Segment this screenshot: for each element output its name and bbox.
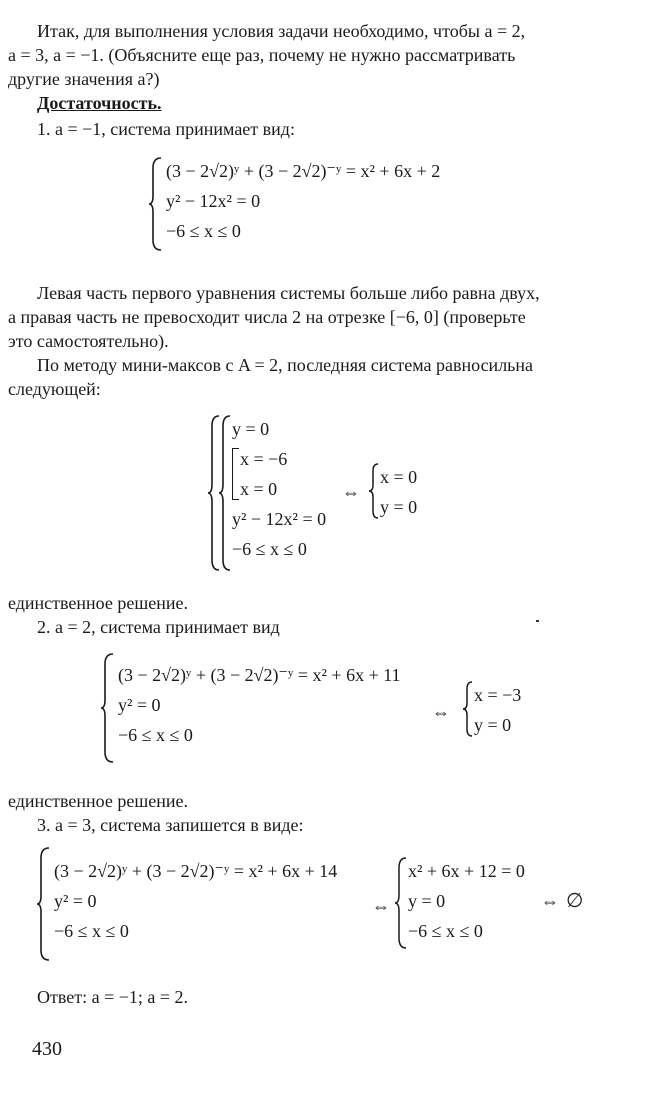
case2-system-brace [100,652,116,764]
case2-result-x: x = −3 [474,685,522,705]
case1-big-eq: y² − 12x² = 0 [232,509,327,529]
case1-system [166,156,440,246]
case2-result [474,680,521,740]
case3-equiv: ⇔ [372,896,390,916]
case1-para2-line2: следующей: [8,379,101,399]
case1-para1-line2: а правая часть не превосходит числа 2 на отрезке [−6, 0] (проверьте [8,307,526,327]
intro-line-2: a = 3, a = −1. (Объясните еще раз, почему не нужно рассматривать [8,45,516,65]
intro-line-3: другие значения a?) [8,69,160,89]
case2-heading: 2. a = 2, система принимает вид [37,617,280,637]
case1-system-eq1: (3 − 2√2)ʸ + (3 − 2√2)⁻ʸ = x² + 6x + 2 [166,161,441,181]
case3-system2-brace [394,856,408,950]
case1-big-system [232,414,326,564]
case3-system [54,856,337,946]
case1-para1-line1: Левая часть первого уравнения системы больше либо равна двух, [37,283,540,303]
case1-para1-line3: это самостоятельно). [8,331,169,351]
case3-system-eq2: y² = 0 [54,891,97,911]
case1-system-eq2: y² − 12x² = 0 [166,191,261,211]
case3-heading: 3. a = 3, система запишется в виде: [37,815,304,835]
case1-system-eq3: −6 ≤ x ≤ 0 [166,221,241,241]
case1-inner-brace [218,414,232,572]
case3-system2-eq2: y = 0 [408,891,446,911]
case1-result [380,462,417,522]
case1-conclusion: единственное решение. [8,593,188,613]
case2-system-eq2: y² = 0 [118,695,161,715]
intro-line-1: Итак, для выполнения условия задачи необходимо, чтобы a = 2, [37,21,526,41]
case1-result-brace [368,462,380,520]
case1-big-y: y = 0 [232,419,270,439]
case1-big-range: −6 ≤ x ≤ 0 [232,539,307,559]
case2-equiv: ⇔ [432,702,450,722]
case3-system-eq1: (3 − 2√2)ʸ + (3 − 2√2)⁻ʸ = x² + 6x + 14 [54,861,338,881]
case1-heading: 1. a = −1, система принимает вид: [37,119,295,139]
case2-system [118,660,401,750]
ink-speck [536,620,539,622]
sufficiency-heading: Достаточность. [37,93,162,113]
case3-equiv2: ⇔ [541,891,559,911]
case3-system-eq3: −6 ≤ x ≤ 0 [54,921,129,941]
case2-system-eq3: −6 ≤ x ≤ 0 [118,725,193,745]
case3-system2-eq1: x² + 6x + 12 = 0 [408,861,525,881]
case1-result-x: x = 0 [380,467,418,487]
empty-set-symbol: ∅ [566,890,584,912]
case1-system-brace [148,156,164,252]
page-number: 430 [32,1038,62,1060]
case1-result-y: y = 0 [380,497,418,517]
case2-result-brace [462,680,474,738]
case2-result-y: y = 0 [474,715,512,735]
case2-conclusion: единственное решение. [8,791,188,811]
case1-equiv: ⇔ [342,482,360,502]
answer: Ответ: a = −1; a = 2. [37,987,189,1007]
case2-system-eq1: (3 − 2√2)ʸ + (3 − 2√2)⁻ʸ = x² + 6x + 11 [118,665,401,685]
case1-para2-line1: По методу мини-максов с A = 2, последняя система равносильна [37,355,534,375]
case1-big-x1: x = −6 [240,449,288,469]
case3-system-brace [36,846,52,962]
case3-system2 [408,856,525,946]
case3-system2-eq3: −6 ≤ x ≤ 0 [408,921,483,941]
case1-big-x2: x = 0 [240,479,278,499]
